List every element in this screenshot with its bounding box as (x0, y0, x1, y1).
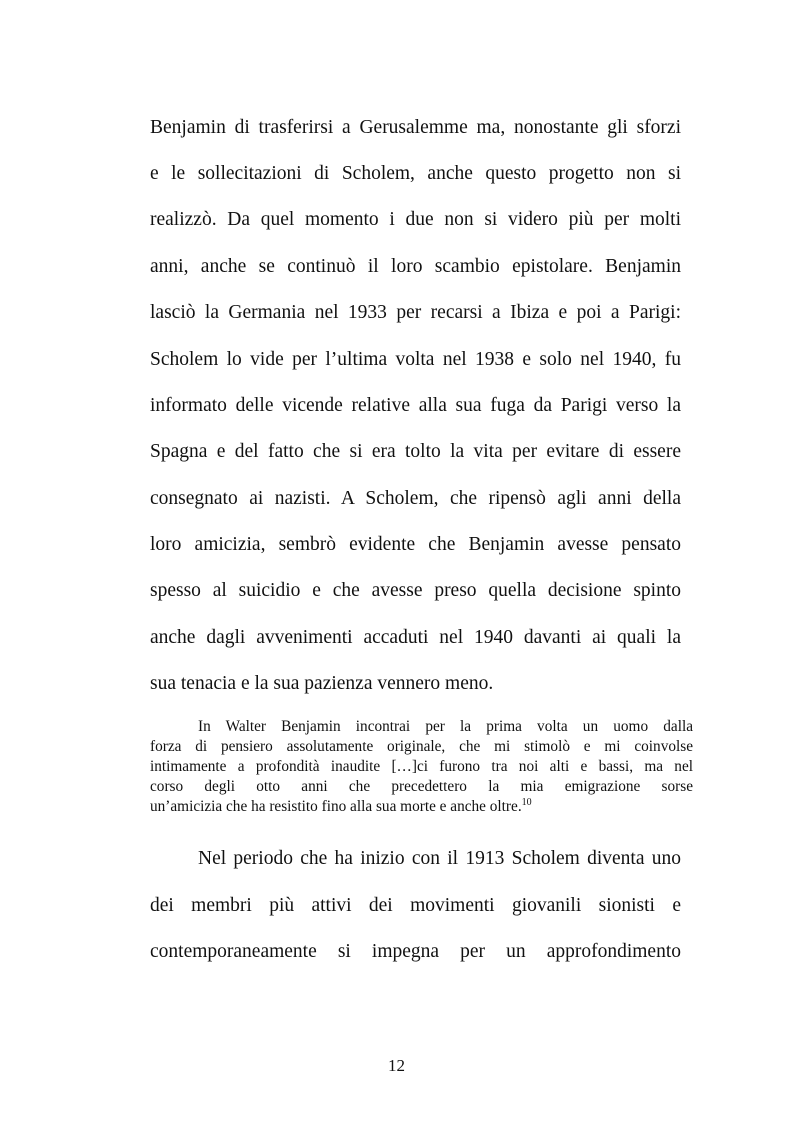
page-number: 12 (388, 1056, 405, 1075)
text-line: anche dagli avvenimenti accaduti nel 1940 davanti ai quali la (150, 627, 681, 648)
quote-line: In Walter Benjamin incontrai per la prima volta un uomo dalla (198, 718, 693, 735)
quote-line: forza di pensiero assolutamente originale, che mi stimolò e mi coinvolse (150, 738, 693, 755)
text-line: Spagna e del fatto che si era tolto la vita per evitare di essere (150, 441, 681, 462)
text-line: consegnato ai nazisti. A Scholem, che ripensò agli anni della (150, 488, 681, 509)
text-line: anni, anche se continuò il loro scambio epistolare. Benjamin (150, 256, 681, 277)
text-line: contemporaneamente si impegna per un approfondimento (150, 941, 681, 962)
text-line: informato delle vicende relative alla sua fuga da Parigi verso la (150, 395, 681, 416)
text-line: Benjamin di trasferirsi a Gerusalemme ma, nonostante gli sforzi (150, 117, 681, 138)
quote-line-last (150, 797, 693, 816)
text-line: spesso al suicidio e che avesse preso quella decisione spinto (150, 580, 681, 601)
text-line: lasciò la Germania nel 1933 per recarsi a Ibiza e poi a Parigi: (150, 302, 681, 323)
text-line: Scholem lo vide per l’ultima volta nel 1938 e solo nel 1940, fu (150, 349, 681, 370)
quote-line: corso degli otto anni che precedettero la mia emigrazione sorse (150, 778, 693, 795)
quote-text: un’amicizia che ha resistito fino alla sua morte e anche oltre. (150, 798, 522, 815)
text-line: Nel periodo che ha inizio con il 1913 Scholem diventa uno (198, 848, 681, 869)
text-line: dei membri più attivi dei movimenti giovanili sionisti e (150, 895, 681, 916)
footnote-reference[interactable]: 10 (521, 796, 532, 808)
text-line: e le sollecitazioni di Scholem, anche questo progetto non si (150, 163, 681, 184)
text-line: realizzò. Da quel momento i due non si videro più per molti (150, 209, 681, 230)
text-line: sua tenacia e la sua pazienza vennero meno. (150, 673, 494, 694)
quote-line: intimamente a profondità inaudite […]ci furono tra noi alti e bassi, ma nel (150, 758, 693, 775)
text-line: loro amicizia, sembrò evidente che Benjamin avesse pensato (150, 534, 681, 555)
